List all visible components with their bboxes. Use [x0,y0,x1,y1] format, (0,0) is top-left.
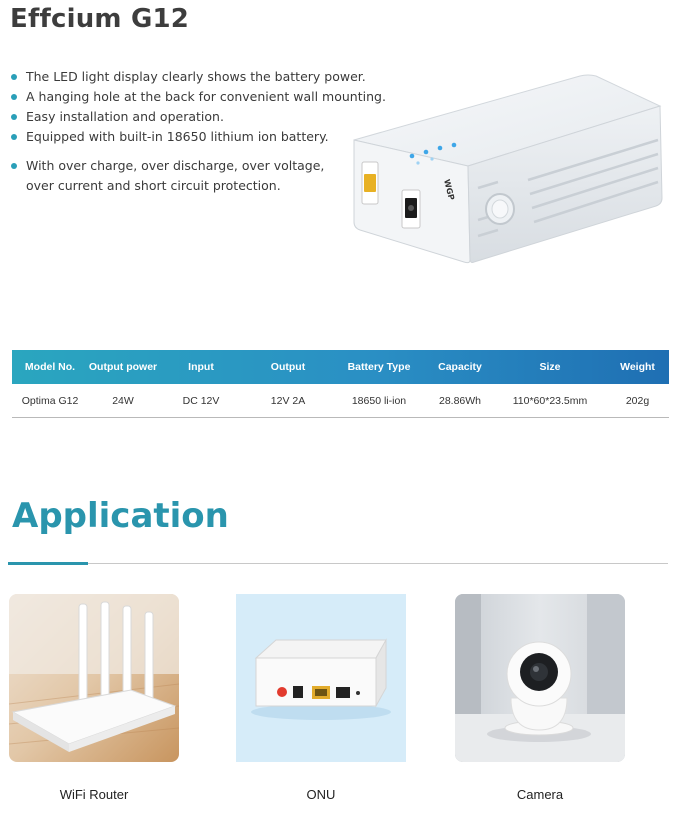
header-output: Output [270,361,306,373]
feature-list [10,67,390,196]
wifi-router-image [9,594,179,762]
application-caption-onu: ONU [306,787,336,802]
product-image [348,70,666,266]
cell-size: 110*60*23.5mm [512,394,588,407]
cell-output-power: 24W [112,394,134,407]
header-model-no: Model No. [24,361,76,373]
section-divider [8,563,668,564]
application-caption-wifi-router: WiFi Router [59,787,129,802]
header-output-power: Output power [88,361,158,373]
header-input: Input [188,361,214,373]
header-capacity: Capacity [438,361,482,373]
application-caption-camera: Camera [516,787,564,802]
cell-weight: 202g [625,394,650,407]
application-heading: Application [12,496,229,536]
feature-item: Easy installation and operation. [10,107,390,127]
product-brand-label: WGP [442,178,456,202]
cell-capacity: 28.86Wh [438,394,482,407]
protection-line-1: With over charge, over discharge, over voltage, [26,158,325,173]
feature-item: A hanging hole at the back for convenient wall mounting. [10,87,390,107]
cell-output: 12V 2A [270,394,306,407]
header-weight: Weight [620,361,655,373]
camera-image [455,594,625,762]
onu-image [236,594,406,762]
spec-table [12,350,669,418]
section-divider-accent [8,562,88,565]
cell-input: DC 12V [182,394,220,407]
table-row [12,384,669,418]
cell-battery-type: 18650 li-ion [351,394,407,407]
feature-item: The LED light display clearly shows the battery power. [10,67,390,87]
protection-line-2: over current and short circuit protection. [26,178,281,193]
product-title: Effcium G12 [10,4,190,34]
header-battery-type: Battery Type [347,361,411,373]
feature-item: Equipped with built-in 18650 lithium ion battery. [10,127,390,147]
feature-item-protection [10,156,390,196]
header-size: Size [539,361,561,373]
spec-table-header [12,350,669,384]
cell-model-no: Optima G12 [21,394,79,407]
